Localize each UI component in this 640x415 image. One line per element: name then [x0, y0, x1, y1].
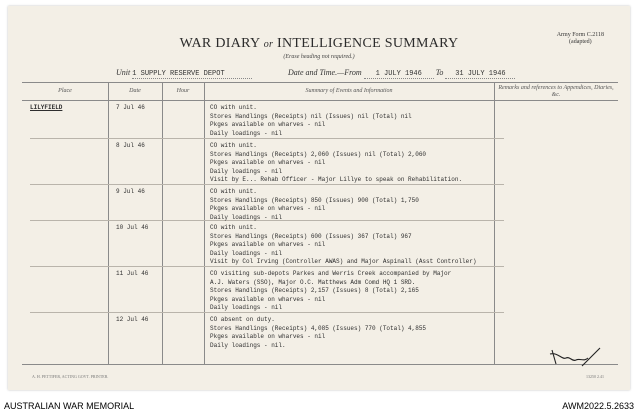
army-form-adapted: (adapted) — [569, 39, 592, 45]
entry-summary: CO with unit. Stores Handlings (Receipts) 600 (Issues) 367 (Total) 967 Pkges available on wharves - nil Daily loadings - nil Visit by Col Irving (Controller AWAS) and Major Aspinall (Asst Controller) — [210, 224, 477, 265]
entry-summary: CO with unit. Stores Handlings (Receipts) 2,060 (Issues) nil (Total) 2,060 Pkges available on wharves - nil Daily loadings - nil Visit by E... Rehab Officer - Major Lillye to speak on Rehabilitation. — [210, 142, 463, 183]
col-divider-summary — [494, 82, 495, 364]
unit-value: 1 SUPPLY RESERVE DEPOT — [132, 70, 225, 78]
archive-caption — [0, 398, 640, 415]
row-separator — [30, 138, 504, 139]
column-header-hour: Hour — [176, 88, 190, 94]
table-bottom-rule — [22, 364, 618, 365]
date-from-label: Date and Time.—From — [288, 68, 362, 77]
entry-summary: CO with unit. Stores Handlings (Receipts) nil (Issues) nil (Total) nil Pkges available on wharves - nil Daily loadings - nil — [210, 104, 412, 137]
date-to-label: To — [435, 68, 444, 77]
page-title — [8, 36, 630, 52]
entry-date: 12 Jul 46 — [116, 316, 149, 323]
col-divider-hour — [204, 82, 205, 364]
printer-footer: A. H. PETTIFER, ACTING GOVT. PRINTER. — [32, 374, 109, 379]
form-code-footer: 13250 2.41 — [586, 374, 604, 379]
entry-date: 11 Jul 46 — [116, 270, 149, 277]
page-subtitle: (Erase heading not required.) — [283, 54, 355, 60]
signature-mark — [548, 346, 602, 370]
column-header-date: Date — [129, 88, 141, 94]
entry-date: 10 Jul 46 — [116, 224, 149, 231]
column-header-place: Place — [58, 88, 72, 94]
entry-date: 8 Jul 46 — [116, 142, 145, 149]
title-war-diary: WAR DIARY — [179, 36, 260, 51]
army-form-number: Army Form C.2118 — [556, 32, 604, 38]
title-intelligence-summary: INTELLIGENCE SUMMARY — [277, 36, 459, 51]
caption-institution: AUSTRALIAN WAR MEMORIAL — [4, 401, 135, 411]
table-top-rule — [22, 82, 618, 83]
place-value: LILYFIELD — [30, 104, 63, 111]
col-divider-place — [108, 82, 109, 364]
date-line — [288, 68, 515, 79]
column-header-summary: Summary of Events and Information — [305, 88, 393, 94]
col-divider-date — [162, 82, 163, 364]
entry-summary: CO absent on duty. Stores Handlings (Receipts) 4,085 (Issues) 770 (Total) 4,855 Pkges available on wharves - nil Daily loadings - nil. — [210, 316, 427, 349]
diary-sheet — [8, 6, 630, 390]
table-header-rule — [22, 100, 618, 101]
entry-date: 9 Jul 46 — [116, 188, 145, 195]
date-to-value: 31 JULY 1946 — [455, 70, 506, 78]
entry-date: 7 Jul 46 — [116, 104, 145, 111]
entry-summary: CO with unit. Stores Handlings (Receipts) 850 (Issues) 900 (Total) 1,750 Pkges available on wharves - nil Daily loadings - nil — [210, 188, 419, 221]
column-header-remarks: Remarks and references to Appendices, Diaries, &c. — [498, 85, 614, 98]
title-or: or — [263, 39, 274, 50]
date-from-value: 1 JULY 1946 — [375, 70, 422, 78]
unit-label: Unit — [116, 68, 131, 77]
caption-accession-number: AWM2022.5.2633 — [562, 401, 634, 411]
unit-line — [116, 68, 252, 79]
entry-summary: CO visiting sub-depots Parkes and Werris Creek accompanied by Major A.J. Waters (SSO), Major O.C. Matthews Adm Comd HQ 1 SRD. Stores Handlings (Receipts) 2,157 (Issues) 8 (Total) 2,165 Pkges available on wharves - nil Daily loadings - nil — [210, 270, 452, 311]
